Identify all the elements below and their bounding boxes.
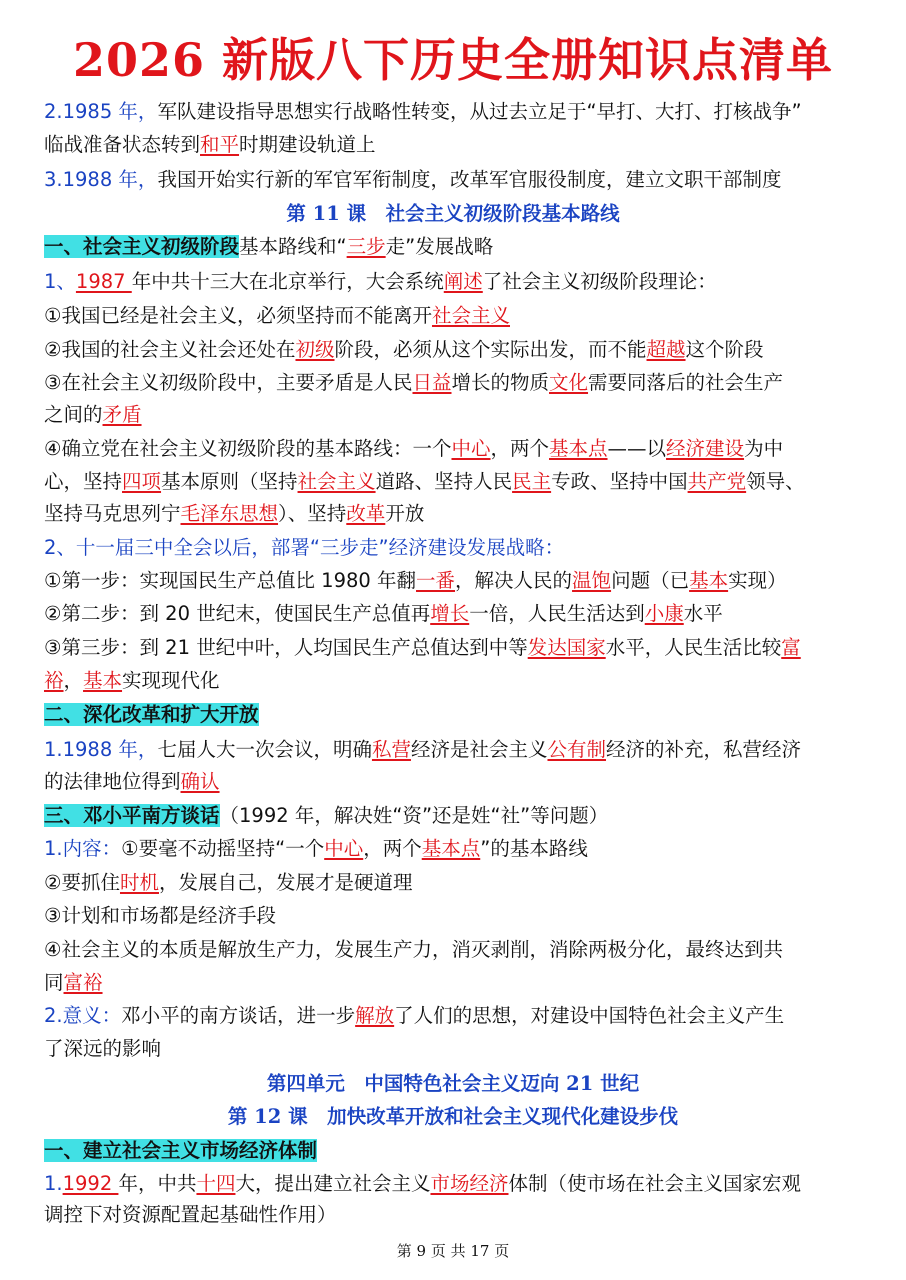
text-line (44, 232, 874, 262)
text-run: 了社会主义初级阶段理论： (482, 270, 717, 293)
text-line (44, 335, 874, 365)
section-heading: 二、深化改革和扩大开放 (44, 703, 259, 726)
text-run: 之间的 (44, 403, 103, 426)
item-number: 3.1988 年， (44, 168, 158, 191)
text-run: 军队建设指导思想实行战略性转变，从过去立足于“早打、大打、打核战争” (157, 100, 802, 123)
text-run: 基本路线和“ (239, 235, 347, 258)
keyword: 民主 (512, 470, 552, 493)
keyword: 和平 (200, 133, 240, 156)
keyword: 确认 (180, 770, 220, 793)
text-run: 坚持马克思列宁 (44, 502, 181, 525)
text-run: 了人们的思想，对建设中国特色社会主义产生 (394, 1004, 785, 1027)
keyword: 一番 (416, 569, 456, 592)
keyword: 市场经济 (430, 1172, 509, 1195)
text-run: 基本原则（坚持 (161, 470, 298, 493)
text-run: ）、坚持 (278, 502, 347, 525)
text-run: 一倍，人民生活达到 (469, 602, 645, 625)
text-run: （1992 年，解决姓“资”还是姓“社”等问题） (219, 804, 609, 827)
keyword: 日益 (412, 371, 452, 394)
item-number: 2.1985 年， (44, 100, 158, 123)
text-line (44, 566, 874, 596)
lesson-heading: 第 11 课 社会主义初级阶段基本路线 (286, 202, 620, 225)
text-run: 年，中共 (118, 1172, 197, 1195)
text-line (44, 968, 874, 998)
text-run: ④社会主义的本质是解放生产力，发展生产力，消灭剥削，消除两极分化，最终达到共 (44, 938, 783, 961)
text-run: 问题（已 (611, 569, 690, 592)
text-run: 走”发展战略 (385, 235, 494, 258)
keyword: 中心 (324, 837, 364, 860)
text-line (44, 1001, 874, 1031)
text-run: 专政、坚持中国 (551, 470, 688, 493)
text-line (44, 400, 874, 430)
text-run: 邓小平的南方谈话，进一步 (121, 1004, 356, 1027)
text-run: ①第一步：实现国民生产总值比 1980 年翻 (44, 569, 417, 592)
text-run: ， (63, 669, 84, 692)
keyword: 解放 (355, 1004, 395, 1027)
text-line (44, 1169, 874, 1199)
text-run: ①要毫不动摇坚持“一个 (121, 837, 325, 860)
text-line (44, 499, 874, 529)
text-run: 水平 (683, 602, 723, 625)
text-line (44, 434, 874, 464)
text-run: ②我国的社会主义社会还处在 (44, 338, 296, 361)
keyword: 三步 (346, 235, 386, 258)
keyword: 文化 (549, 371, 589, 394)
keyword: 十四 (196, 1172, 236, 1195)
page-title: 2026 新版八下历史全册知识点清单 (72, 33, 834, 87)
keyword: 公有制 (547, 738, 606, 761)
text-run: 调控下对资源配置起基础性作用） (44, 1203, 337, 1226)
text-run: 时期建设轨道上 (239, 133, 376, 156)
text-line (44, 599, 874, 629)
keyword: 改革 (346, 502, 386, 525)
text-line (44, 1034, 874, 1064)
keyword: 超越 (646, 338, 686, 361)
keyword: 四项 (122, 470, 162, 493)
section-heading: 一、建立社会主义市场经济体制 (44, 1139, 318, 1162)
text-line (44, 801, 874, 831)
subheading: 2、十一届三中全会以后，部署“三步走”经济建设发展战略： (44, 536, 565, 559)
page-number: 第 9 页 共 17 页 (396, 1242, 510, 1260)
text-run: 体制（使市场在社会主义国家宏观 (508, 1172, 802, 1195)
text-run: 经济的补充，私营经济 (606, 738, 802, 761)
text-line (44, 301, 874, 331)
keyword: 基本点 (549, 437, 608, 460)
text-line (44, 368, 874, 398)
item-number: 1.内容： (44, 837, 122, 860)
keyword: 中心 (451, 437, 491, 460)
keyword: 发达国家 (527, 636, 606, 659)
text-run: 水平，人民生活比较 (605, 636, 782, 659)
keyword: 富 (781, 636, 801, 659)
item-number: 1、 (44, 270, 76, 293)
text-line (44, 666, 874, 696)
keyword: 初级 (295, 338, 335, 361)
text-line (44, 901, 874, 931)
text-run: ②要抓住 (44, 871, 120, 894)
text-run: 七届人大一次会议，明确 (157, 738, 372, 761)
keyword: 时机 (119, 871, 159, 894)
text-line (44, 735, 874, 765)
unit-heading: 第四单元 中国特色社会主义迈向 21 世纪 (266, 1072, 640, 1095)
text-line (44, 935, 874, 965)
text-line (44, 700, 874, 730)
text-run: 道路、坚持人民 (375, 470, 513, 493)
text-line (44, 868, 874, 898)
text-run: 实现现代化 (122, 669, 220, 692)
text-line (44, 165, 874, 195)
text-run: ③在社会主义初级阶段中，主要矛盾是人民 (44, 371, 413, 394)
text-line (44, 467, 874, 497)
keyword: 社会主义 (297, 470, 376, 493)
text-run: 这个阶段 (685, 338, 764, 361)
keyword: 1992 (62, 1172, 119, 1195)
text-run: 我国开始实行新的军官军衔制度，改革军官服役制度，建立文职干部制度 (157, 168, 782, 191)
item-number: 2.意义： (44, 1004, 122, 1027)
keyword: 温饱 (572, 569, 612, 592)
text-run: 大，提出建立社会主义 (235, 1172, 431, 1195)
text-run: 同 (44, 971, 64, 994)
text-run: 阶段，必须从这个实际出发，而不能 (334, 338, 647, 361)
text-line (44, 267, 874, 297)
text-run: ，解决人民的 (455, 569, 573, 592)
text-run: 领导、 (746, 470, 805, 493)
keyword: 1987 (75, 270, 132, 293)
text-run: ，两个 (490, 437, 550, 460)
lesson-heading: 第 12 课 加快改革开放和社会主义现代化建设步伐 (227, 1105, 679, 1128)
text-run: 心，坚持 (44, 470, 123, 493)
text-run: ③第三步：到 21 世纪中叶，人均国民生产总值达到中等 (44, 636, 528, 659)
text-run: ，发展自己，发展才是硬道理 (159, 871, 413, 894)
keyword: 私营 (371, 738, 411, 761)
text-run: 实现） (728, 569, 787, 592)
keyword: 矛盾 (102, 403, 142, 426)
text-line (44, 130, 874, 160)
text-run: 为中 (744, 437, 784, 460)
keyword: 基本 (83, 669, 123, 692)
text-line (44, 834, 874, 864)
item-number: 1. (44, 1172, 63, 1195)
text-run: 的法律地位得到 (44, 770, 181, 793)
text-run: ③计划和市场都是经济手段 (44, 904, 276, 927)
keyword: 毛泽东思想 (180, 502, 279, 525)
keyword: 阐述 (443, 270, 483, 293)
text-run: ”的基本路线 (480, 837, 588, 860)
text-run: ②第二步：到 20 世纪末，使国民生产总值再 (44, 602, 431, 625)
text-line (44, 97, 874, 127)
keyword: 共产党 (687, 470, 747, 493)
keyword: 小康 (644, 602, 684, 625)
text-run: ——以 (607, 437, 667, 460)
keyword: 基本 (689, 569, 729, 592)
text-line (44, 767, 874, 797)
keyword: 增长 (430, 602, 470, 625)
keyword: 经济建设 (666, 437, 745, 460)
text-line (44, 1136, 874, 1166)
text-run: 需要同落后的社会生产 (588, 371, 784, 394)
keyword: 富裕 (63, 971, 103, 994)
keyword: 裕 (44, 669, 64, 692)
text-line (44, 1200, 874, 1230)
text-run: 经济是社会主义 (410, 738, 548, 761)
text-run: ④确立党在社会主义初级阶段的基本路线：一个 (44, 437, 452, 460)
text-run: 增长的物质 (451, 371, 550, 394)
keyword: 基本点 (421, 837, 481, 860)
text-run: 开放 (385, 502, 425, 525)
section-heading: 一、社会主义初级阶段 (44, 235, 240, 258)
text-run: 了深远的影响 (44, 1037, 162, 1060)
text-run: ①我国已经是社会主义，必须坚持而不能离开 (44, 304, 432, 327)
text-run: ，两个 (363, 837, 422, 860)
keyword: 社会主义 (431, 304, 510, 327)
text-run: 年中共十三大在北京举行，大会系统 (131, 270, 444, 293)
text-run: 临战准备状态转到 (44, 133, 201, 156)
section-heading: 三、邓小平南方谈话 (44, 804, 220, 827)
text-line (44, 633, 874, 663)
item-number: 1.1988 年， (44, 738, 158, 761)
